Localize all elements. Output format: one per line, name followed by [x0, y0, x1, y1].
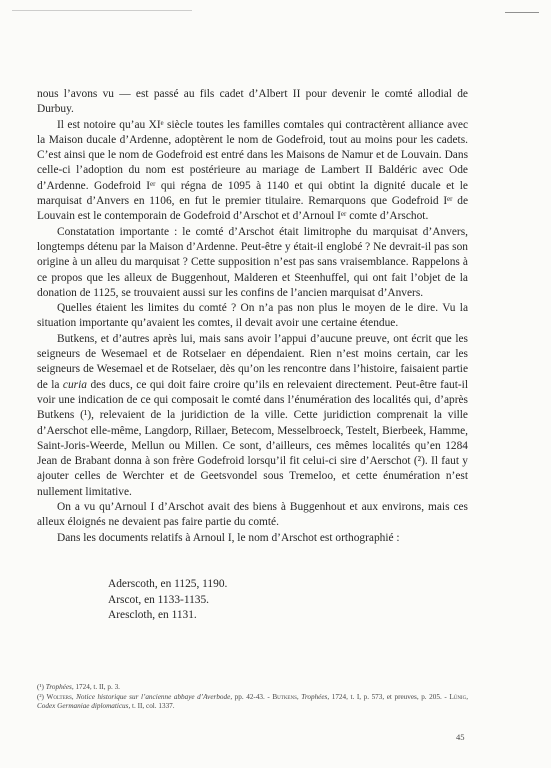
spelling-item: Arescloth, en 1131. [108, 609, 197, 621]
paragraph-1: nous l’avons vu — est passé au fils cadet d’Albert II pour devenir le comté allodial de Durbuy. [37, 88, 468, 116]
footnote-author: Butkens [272, 692, 297, 701]
spelling-list [108, 577, 227, 624]
scan-edge-mark [505, 12, 539, 13]
paragraph-5-part-b: des ducs, ce qui doit faire croire qu’ils en relevaient directement. Peut-être faut-il voir une indication de ce qui composait le comté dans l’énumération des localités qui, d’après Butkens (¹), relevaient de la juridiction de la ville. Cette juridiction comprenait la ville d’Aerschot elle-même, Langdorp, Rillaer, Betecom, Messelbroeck, Testelt, Bierbeek, Hamme, Saint-Joris-Weerde, Mellun ou Millen. Ce sont, d’ailleurs, ces mêmes localités qu’en 1284 Jean de Brabant donna à son frère Godefroid lorsqu’il fit celui-ci sire d’Aerschot (²). Il faut y ajouter celles de Werchter et de Geetsvondel sous Tremeloo, et cette énumération n’est nullement limitative. [37, 378, 468, 498]
footnote-author: Wolters [46, 692, 72, 701]
footnote-title: Trophées [45, 683, 72, 691]
footnote-text: , t. II, col. 1337. [128, 702, 175, 710]
footnote-author: Lünig [449, 692, 467, 701]
spelling-item: Arscot, en 1133-1135. [108, 593, 210, 606]
paragraph-3: Constatation importante : le comté d’Arschot était limitrophe du marquisat d’Anvers, longtemps détenu par la Maison d’Ardenne. Peut-être y était-il englobé ? Ne devrait-il pas son origine à un alleu du marquisat ? Cette supposition n’est pas sans vraisemblance. Rappelons à ce propos que les alleux de Buggenhout, Malderen et Steenhuffel, qui ont fait l’objet de la donation de 1125, se trouvaient aussi sur les confins de l’ancien marquisat d’Anvers. [37, 225, 468, 299]
curia-italic: curia [62, 378, 87, 391]
scan-edge-line [12, 10, 192, 11]
footnote-text: , 1724, t. I, p. 573, et preuves, p. 205. - [327, 692, 450, 701]
paragraph-5-part-a: Butkens, et d’autres après lui, mais sans avoir l’appui d’aucune preuve, ont écrit que les seigneurs de Wesemael et de Rotselaer en dépendaient. Rien n’est moins certain, car les seigneurs de Wesemael et de Rotselaer, dès qu’on les rencontre dans l’histoire, faisaient partie de la [37, 332, 468, 391]
footnote-text: , 1724, t. II, p. 3. [71, 683, 120, 691]
body-text [37, 87, 468, 546]
footnote-title: , Trophées [296, 692, 328, 701]
footnote-1 [37, 683, 468, 693]
footnote-marker: (²) [37, 692, 47, 701]
page-number: 45 [456, 732, 465, 742]
paragraph-6: On a vu qu’Arnoul I d’Arschot avait des biens à Buggenhout et aux environs, mais ces alleux éloignés ne devaient pas faire partie du comté. [37, 501, 468, 529]
footnote-title: , Codex Germaniae diplomaticus [37, 692, 468, 710]
paragraph-4: Quelles étaient les limites du comté ? On n’a pas non plus le moyen de le dire. Vu la situation importante qu’avaient les comtes, il devait avoir une certaine étendue. [37, 302, 468, 330]
footnote-text: , pp. 42-43. - [230, 692, 273, 701]
paragraph-7: Dans les documents relatifs à Arnoul I, le nom d’Arschot est orthographié : [57, 531, 400, 544]
footnote-marker: (¹) [37, 683, 46, 691]
footnote-2 [37, 693, 468, 712]
footnotes [37, 683, 468, 712]
footnote-title: , Notice historique sur l’ancienne abbaye d’Averbode [71, 692, 231, 701]
paragraph-5 [37, 332, 468, 500]
paragraph-2: Il est notoire qu’au XIᵉ siècle toutes les familles comtales qui contractèrent alliance avec la Maison ducale d’Ardenne, adoptèrent le nom de Godefroid, tout au moins pour les cadets. C’est ainsi que le nom de Godefroid est entré dans les Maisons de Namur et de Louvain. Dans celle-ci l’adoption du nom est postérieure au mariage de Lambert II Baldéric avec Ode d’Ardenne. Godefroid Iᵉʳ qui régna de 1095 à 1140 et qui obtint la dignité ducale et le marquisat d’Anvers en 1106, en fut le premier titulaire. Remarquons que Godefroid Iᵉʳ de Louvain est le contemporain de Godefroid d’Arschot et d’Arnoul Iᵉʳ comte d’Arschot. [37, 118, 468, 223]
spelling-item: Aderscoth, en 1125, 1190. [108, 578, 228, 590]
